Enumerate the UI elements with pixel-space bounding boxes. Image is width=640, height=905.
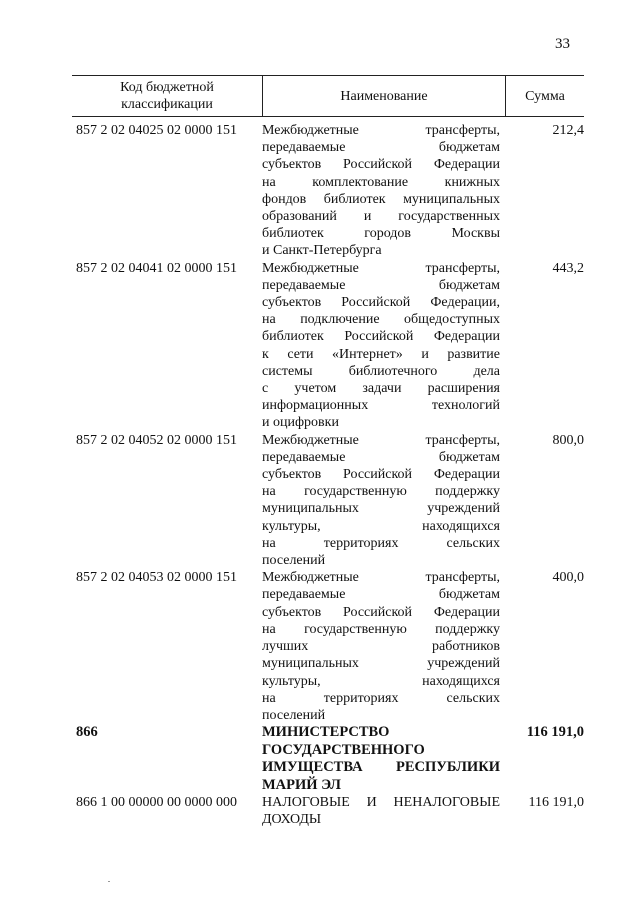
- row-name-line: библиотек городов Москвы: [262, 226, 500, 242]
- row-name-line: Межбюджетные трансферты,: [262, 570, 500, 586]
- row-code: 857 2 02 04052 02 0000 151: [76, 432, 237, 448]
- row-name-line: на территориях сельских: [262, 690, 500, 706]
- row-name-line: муниципальных учреждений: [262, 656, 500, 672]
- row-name-line: муниципальных учреждений: [262, 501, 500, 517]
- row-name-line: лучших работников: [262, 639, 500, 655]
- row-name-line: Межбюджетные трансферты,: [262, 432, 500, 448]
- table-row: [72, 569, 584, 724]
- row-name-line: образований и государственных: [262, 209, 500, 225]
- row-sum: 800,0: [552, 432, 584, 448]
- row-name-line: передаваемые бюджетам: [262, 140, 500, 156]
- row-code: 857 2 02 04041 02 0000 151: [76, 260, 237, 276]
- row-name-line: Межбюджетные трансферты,: [262, 123, 500, 138]
- row-name-line: к сети «Интернет» и развитие: [262, 346, 500, 362]
- table-header: [72, 75, 584, 117]
- row-name-line: субъектов Российской Федерации: [262, 157, 500, 173]
- row-sum: 443,2: [552, 260, 584, 276]
- row-name: [262, 724, 504, 794]
- row-name-line: культуры, находящихся: [262, 518, 500, 534]
- table-row: [72, 122, 584, 260]
- row-name: [262, 260, 504, 432]
- row-name-line: передаваемые бюджетам: [262, 587, 500, 603]
- row-name-line: ГОСУДАРСТВЕННОГО: [262, 741, 425, 758]
- row-code: 857 2 02 04025 02 0000 151: [76, 123, 237, 138]
- row-name-line: Межбюджетные трансферты,: [262, 260, 500, 276]
- row-name-line: передаваемые бюджетам: [262, 277, 500, 293]
- table-body: [72, 117, 584, 829]
- row-name-line: ДОХОДЫ: [262, 812, 322, 828]
- budget-table: [72, 75, 584, 829]
- row-name-line: на комплектование книжных: [262, 174, 500, 190]
- row-sum: 116 191,0: [526, 724, 584, 741]
- row-name-line: системы библиотечного дела: [262, 363, 500, 379]
- row-name-line: на государственную поддержку: [262, 484, 500, 500]
- row-sum: 212,4: [552, 123, 584, 138]
- row-name-line: на подключение общедоступных: [262, 312, 500, 328]
- row-name-line: субъектов Российской Федерации: [262, 604, 500, 620]
- table-row: [72, 432, 584, 570]
- row-name-line: поселений: [262, 707, 326, 723]
- row-name: [262, 794, 504, 828]
- row-name-line: МАРИЙ ЭЛ: [262, 776, 341, 793]
- row-name-line: на территориях сельских: [262, 535, 500, 551]
- row-name: [262, 122, 504, 260]
- header-name: Наименование: [262, 76, 506, 116]
- row-name-line: информационных технологий: [262, 398, 500, 414]
- scan-speck: [108, 881, 110, 882]
- header-sum: Сумма: [525, 88, 565, 104]
- header-code: [72, 76, 262, 116]
- row-name-line: субъектов Российской Федерации,: [262, 295, 500, 311]
- table-row: [72, 794, 584, 828]
- row-name-line: ИМУЩЕСТВА РЕСПУБЛИКИ: [262, 759, 500, 776]
- page-number: 33: [555, 36, 570, 52]
- row-name-line: передаваемые бюджетам: [262, 449, 500, 465]
- row-code: 857 2 02 04053 02 0000 151: [76, 570, 237, 586]
- row-name-line: фондов библиотек муниципальных: [262, 191, 500, 207]
- row-name-line: поселений: [262, 553, 326, 569]
- table-row: [72, 724, 584, 794]
- row-name-line: на государственную поддержку: [262, 621, 500, 637]
- row-code: 866 1 00 00000 00 0000 000: [76, 795, 237, 811]
- row-name-line: культуры, находящихся: [262, 673, 500, 689]
- row-name-line: и оцифровки: [262, 415, 339, 431]
- row-sum: 116 191,0: [528, 795, 584, 811]
- row-sum: 400,0: [552, 570, 584, 586]
- row-name: [262, 569, 504, 724]
- row-name: [262, 432, 504, 570]
- row-code: 866: [76, 724, 98, 741]
- row-name-line: МИНИСТЕРСТВО: [262, 724, 390, 741]
- row-name-line: с учетом задачи расширения: [262, 381, 500, 397]
- header-code-line-2: классификации: [121, 97, 213, 112]
- table-row: [72, 260, 584, 432]
- row-name-line: субъектов Российской Федерации: [262, 467, 500, 483]
- header-code-line-1: Код бюджетной: [120, 80, 214, 95]
- row-name-line: библиотек Российской Федерации: [262, 329, 500, 345]
- row-name-line: НАЛОГОВЫЕ И НЕНАЛОГОВЫЕ: [262, 795, 500, 811]
- row-name-line: и Санкт-Петербурга: [262, 243, 382, 259]
